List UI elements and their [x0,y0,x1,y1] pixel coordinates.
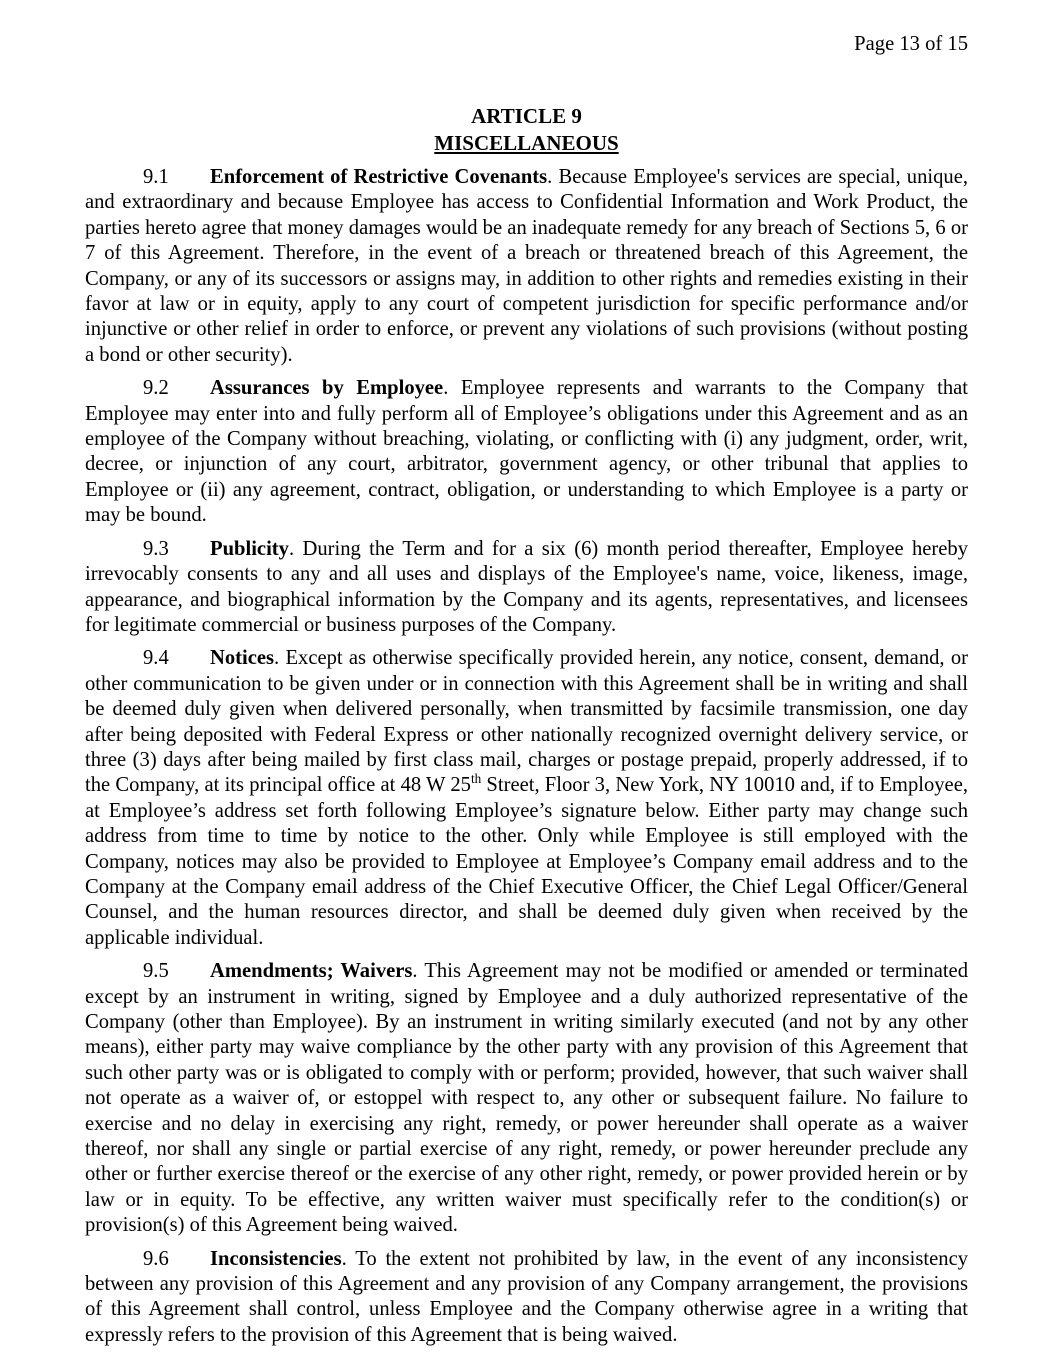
page-number: Page 13 of 15 [854,33,968,55]
document-body [85,165,968,1348]
section-title: Notices [210,647,275,670]
section-title: Enforcement of Restrictive Covenants [210,166,548,188]
section-body-continued: Street, Floor 3, New York, NY 10010 and, if to Employee, at Employee’s address set forth following Employee’s signature below. Either party may change such address from time to time by notice to the other. Only while Employee is still employed with the Company, notices may also be provided to Employee at Employee’s Company email address and to the Company at the Company email address of the Chief Executive Officer, the Chief Legal Officer/General Counsel, and the human resources director, and shall be deemed duly given when received by the applicable individual. [85,774,968,949]
section-body: . To the extent not prohibited by law, in the event of any inconsistency between any provision of this Agreement and any provision of any Company arrangement, the provisions of this Agreement shall control, unless Employee and the Company otherwise agree in a writing that expressly refers to the provision of this Agreement that is being waived. [85,1247,968,1346]
section-9-1 [85,165,968,368]
section-body: . Because Employee's services are special, unique, and extraordinary and because Employee has access to Confidential Information and Work Product, the parties hereto agree that money damages would be an inadequate remedy for any breach of Sections 5, 6 or 7 of this Agreement. Therefore, in the event of a breach or threatened breach of this Agreement, the Company, or any of its successors or assigns may, in addition to other rights and remedies existing in their favor at law or in equity, apply to any court of competent jurisdiction for specific performance and/or injunctive or other relief in order to enforce, or prevent any violations of such provisions (without posting a bond or other security). [85,166,968,366]
section-number: 9.1 [143,166,169,188]
section-number: 9.6 [143,1247,169,1270]
section-number: 9.4 [143,647,169,670]
article-title: ARTICLE 9 [471,104,582,128]
section-number: 9.3 [143,537,169,560]
section-title: Inconsistencies [210,1247,342,1270]
section-9-6 [85,1247,968,1349]
superscript-ordinal: th [470,771,482,787]
section-title: Amendments; Waivers [210,960,413,983]
section-body: . Employee represents and warrants to the Company that Employee may enter into and fully perform all of Employee’s obligations under this Agreement and as an employee of the Company without breaching, violating, or conflicting with (i) any judgment, order, writ, decree, or injunction of any court, arbitrator, government agency, or other tribunal that applies to Employee or (ii) any agreement, contract, obligation, or understanding to which Employee is a party or may be bound. [85,377,968,527]
section-9-2 [85,376,968,528]
article-subtitle: MISCELLANEOUS [434,131,619,155]
article-heading [85,103,968,157]
section-9-3 [85,537,968,639]
section-body: . Except as otherwise specifically provided herein, any notice, consent, demand, or other communication to be given under or in connection with this Agreement shall be in writing and shall be deemed duly given when delivered personally, when transmitted by facsimile transmission, one day after being deposited with Federal Express or other nationally recognized overnight delivery service, or three (3) days after being mailed by first class mail, charges or postage prepaid, properly addressed, if to the Company, at its principal office at 48 W 25 [85,647,968,797]
section-number: 9.5 [143,960,169,983]
section-title: Publicity [210,537,289,560]
section-number: 9.2 [143,377,169,400]
section-9-5 [85,959,968,1238]
section-9-4 [85,646,968,951]
section-title: Assurances by Employee [210,377,444,400]
section-body: . During the Term and for a six (6) month period thereafter, Employee hereby irrevocably consents to any and all uses and displays of the Employee's name, voice, likeness, image, appearance, and biographical information by the Company and its agents, representatives, and licensees for legitimate commercial or business purposes of the Company. [85,537,968,636]
section-body: . This Agreement may not be modified or amended or terminated except by an instrument in writing, signed by Employee and a duly authorized representative of the Company (other than Employee). By an instrument in writing similarly executed (and not by any other means), either party may waive compliance by the other party with any provision of this Agreement that such other party was or is obligated to comply with or perform; provided, however, that such waiver shall not operate as a waiver of, or estoppel with respect to, any other or subsequent failure. No failure to exercise and no delay in exercising any right, remedy, or power hereunder shall operate as a waiver thereof, nor shall any single or partial exercise of any right, remedy, or power hereunder preclude any other or further exercise thereof or the exercise of any other right, remedy, or power provided herein or by law or in equity. To be effective, any written waiver must specifically refer to the condition(s) or provision(s) of this Agreement being waived. [85,960,968,1237]
